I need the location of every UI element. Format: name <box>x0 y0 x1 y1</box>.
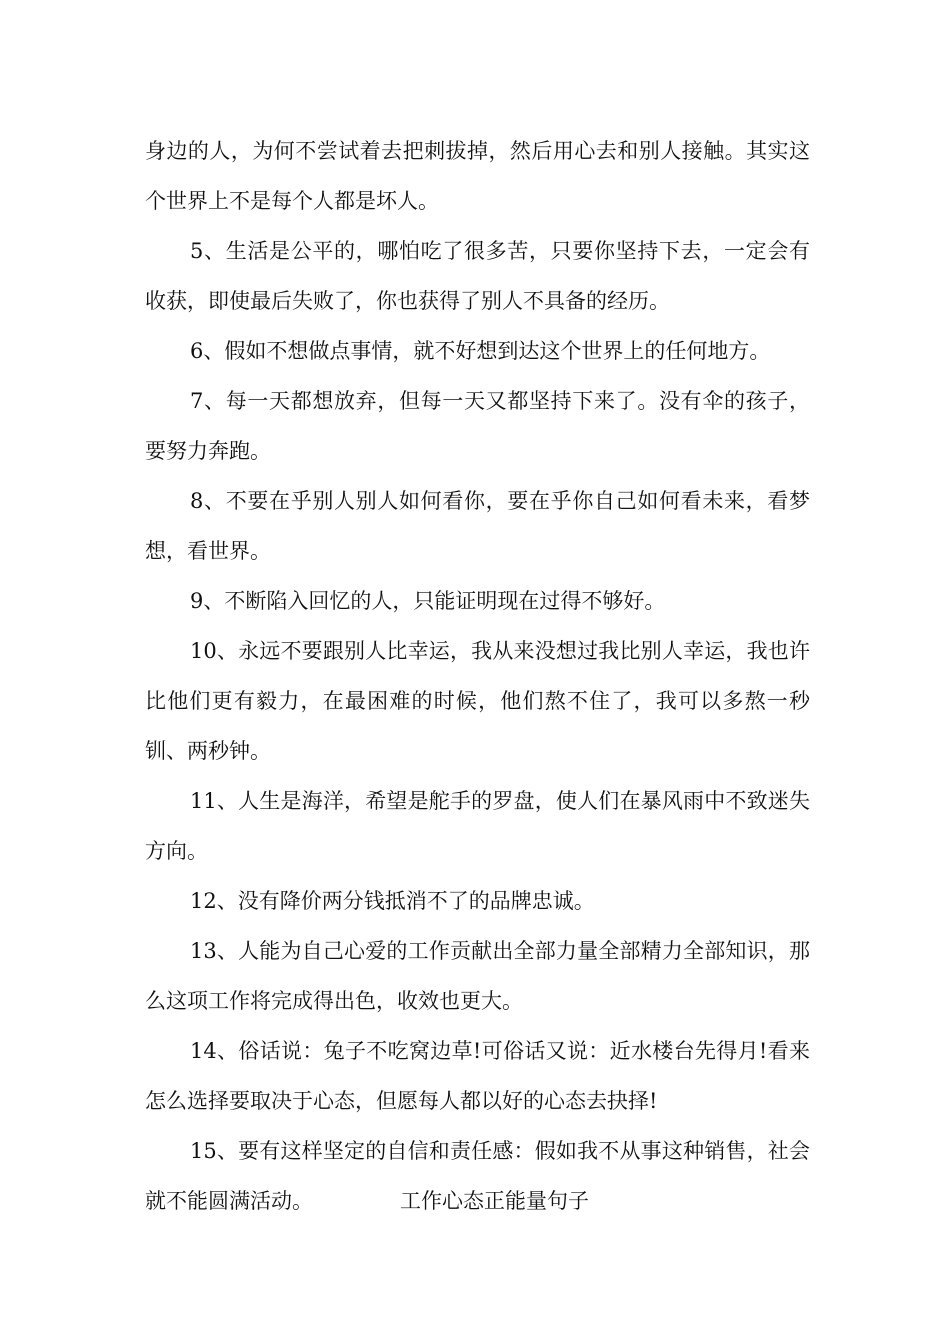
paragraph-item-12: 12、没有降价两分钱抵消不了的品牌忠诚。 <box>190 889 595 913</box>
paragraph-item-10: 10、永远不要跟别人比幸运，我从来没想过我比别人幸运，我也许比他们更有毅力，在最困难的时候，他们熬不住了，我可以多熬一秒钏、两秒钟。 <box>145 639 810 763</box>
paragraph-item-11: 11、人生是海洋，希望是舵手的罗盘，使人们在暴风雨中不致迷失方向。 <box>145 789 810 863</box>
paragraph-item-5: 5、生活是公平的，哪怕吃了很多苦，只要你坚持下去，一定会有收获，即使最后失败了，你也获得了别人不具备的经历。 <box>145 239 810 313</box>
paragraph-item-6: 6、假如不想做点事情，就不好想到达这个世界上的任何地方。 <box>190 339 771 363</box>
paragraph-item-14: 14、俗话说：兔子不吃窝边草!可俗话又说：近水楼台先得月!看来怎么选择要取决于心态，但愿每人都以好的心态去抉择! <box>145 1039 810 1113</box>
paragraph-item-15-text: 15、要有这样坚定的自信和责任感：假如我不从事这种销售，社会就不能圆满活动。 <box>145 1139 810 1213</box>
trailing-title: 工作心态正能量句子 <box>400 1189 589 1213</box>
paragraph-continuation: 身边的人，为何不尝试着去把刺拔掉，然后用心去和别人接触。其实这个世界上不是每个人都是坏人。 <box>145 139 810 213</box>
paragraph-item-9: 9、不断陷入回忆的人，只能证明现在过得不够好。 <box>190 589 666 613</box>
paragraph-item-15 <box>145 1126 810 1226</box>
paragraph-item-7: 7、每一天都想放弃，但每一天又都坚持下来了。没有伞的孩子，要努力奔跑。 <box>145 389 810 463</box>
paragraph-item-8: 8、不要在乎别人别人如何看你，要在乎你自己如何看未来，看梦想，看世界。 <box>145 489 810 563</box>
document-body <box>145 126 810 1226</box>
paragraph-item-13: 13、人能为自己心爱的工作贡献出全部力量全部精力全部知识，那么这项工作将完成得出色，收效也更大。 <box>145 939 810 1013</box>
